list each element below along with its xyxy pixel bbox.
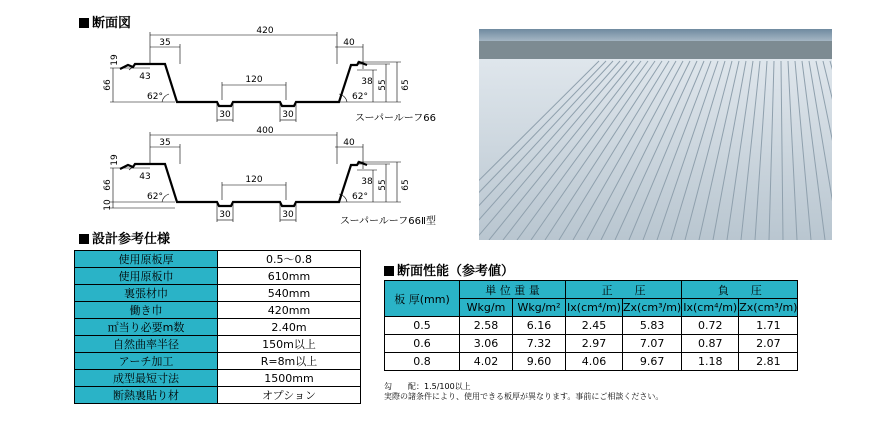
dim-55: 55 xyxy=(378,179,388,191)
spec-row xyxy=(75,353,361,370)
spec-row xyxy=(75,251,361,268)
dim-66: 66 xyxy=(103,79,113,91)
perf-heading: 断面性能（参考値） xyxy=(384,260,514,279)
spec-row xyxy=(75,285,361,302)
perf-value-cell: 5.83 xyxy=(623,317,682,335)
spec-row xyxy=(75,336,361,353)
perf-thickness-cell: 0.8 xyxy=(385,353,460,371)
dim-10: 10 xyxy=(103,199,113,211)
perf-value-cell: 7.07 xyxy=(623,335,682,353)
perf-value-cell: 1.18 xyxy=(682,353,739,371)
spec-value: R=8m以上 xyxy=(218,353,361,370)
spec-label: 裏張材巾 xyxy=(75,285,218,302)
thickness-header: 板 厚(mm) xyxy=(385,281,460,317)
group-header-positive: 正 圧 xyxy=(566,281,682,299)
diagram-1-name: スーパールーフ66 xyxy=(355,113,437,124)
dim-total: 400 xyxy=(256,126,274,136)
perf-value-cell: 2.45 xyxy=(566,317,623,335)
perf-value-cell: 3.06 xyxy=(460,335,513,353)
dim-top: 35 xyxy=(159,38,171,48)
dim-65: 65 xyxy=(401,79,411,91)
dim-angle-r: 62° xyxy=(352,192,368,202)
dim-66: 66 xyxy=(103,179,113,191)
spec-row xyxy=(75,387,361,404)
group-header-weight: 単 位 重 量 xyxy=(460,281,566,299)
perf-value-cell: 6.16 xyxy=(513,317,566,335)
dim-38: 38 xyxy=(361,77,373,87)
dim-38: 38 xyxy=(361,177,373,187)
square-bullet-icon xyxy=(79,18,89,28)
perf-row xyxy=(385,353,798,371)
perf-table xyxy=(384,280,798,371)
spec-value: 0.5～0.8 xyxy=(218,251,361,268)
dim-rib-l: 30 xyxy=(219,210,231,220)
spec-value: 540mm xyxy=(218,285,361,302)
roof-photo xyxy=(479,29,832,240)
perf-thickness-cell: 0.6 xyxy=(385,335,460,353)
spec-label: 使用原板巾 xyxy=(75,268,218,285)
spec-value: 150m以上 xyxy=(218,336,361,353)
perf-value-cell: 1.71 xyxy=(739,317,798,335)
square-bullet-icon xyxy=(79,234,89,244)
dim-rib-l: 30 xyxy=(219,110,231,120)
sub-header: Zx(cm³/m) xyxy=(739,299,798,317)
perf-value-cell: 0.87 xyxy=(682,335,739,353)
note-consult: 実際の諸条件により、使用できる板厚が異なります。事前にご相談ください。 xyxy=(384,392,664,401)
spec-row xyxy=(75,370,361,387)
dim-19: 19 xyxy=(110,54,120,66)
section-heading: 断面図 xyxy=(79,12,131,31)
group-header-negative: 負 圧 xyxy=(682,281,798,299)
dim-angle-l: 62° xyxy=(147,92,163,102)
dim-total: 420 xyxy=(256,26,274,36)
dim-top-r: 40 xyxy=(343,138,355,148)
dim-center: 120 xyxy=(245,175,263,185)
perf-row xyxy=(385,335,798,353)
perf-value-cell: 2.81 xyxy=(739,353,798,371)
spec-table xyxy=(74,250,361,404)
sub-header: Wkg/m xyxy=(460,299,513,317)
note-slope: 勾 配：1.5/100以上 xyxy=(384,382,471,391)
spec-value: 610mm xyxy=(218,268,361,285)
perf-value-cell: 7.32 xyxy=(513,335,566,353)
dim-65: 65 xyxy=(401,179,411,191)
perf-value-cell: 2.58 xyxy=(460,317,513,335)
dim-19: 19 xyxy=(110,154,120,166)
perf-row xyxy=(385,317,798,335)
dim-angle-l: 62° xyxy=(147,192,163,202)
perf-value-cell: 4.06 xyxy=(566,353,623,371)
dim-43: 43 xyxy=(139,172,151,182)
perf-value-cell: 4.02 xyxy=(460,353,513,371)
dim-rib-r: 30 xyxy=(282,110,294,120)
dim-43: 43 xyxy=(139,72,151,82)
spec-row xyxy=(75,268,361,285)
perf-thickness-cell: 0.5 xyxy=(385,317,460,335)
dim-top-r: 40 xyxy=(343,38,355,48)
spec-label: ㎡当り必要m数 xyxy=(75,319,218,336)
spec-label: 自然曲率半径 xyxy=(75,336,218,353)
dim-angle-r: 62° xyxy=(352,92,368,102)
perf-value-cell: 9.60 xyxy=(513,353,566,371)
spec-label: 使用原板厚 xyxy=(75,251,218,268)
spec-row xyxy=(75,319,361,336)
spec-row xyxy=(75,302,361,319)
cross-section-diagram-2 xyxy=(95,124,445,224)
dim-rib-r: 30 xyxy=(282,210,294,220)
square-bullet-icon xyxy=(384,266,394,276)
spec-value: 420mm xyxy=(218,302,361,319)
perf-value-cell: 2.07 xyxy=(739,335,798,353)
dim-55: 55 xyxy=(378,79,388,91)
sub-header: Ix(cm⁴/m) xyxy=(566,299,623,317)
sub-header: Ix(cm⁴/m) xyxy=(682,299,739,317)
spec-label: アーチ加工 xyxy=(75,353,218,370)
dim-center: 120 xyxy=(245,75,263,85)
perf-value-cell: 0.72 xyxy=(682,317,739,335)
sub-header: Zx(cm³/m) xyxy=(623,299,682,317)
spec-heading: 設計参考仕様 xyxy=(79,228,170,247)
dim-top: 35 xyxy=(159,138,171,148)
spec-label: 働き巾 xyxy=(75,302,218,319)
spec-label: 成型最短寸法 xyxy=(75,370,218,387)
diagram-2-name: スーパールーフ66Ⅱ型 xyxy=(340,216,436,227)
sub-header: Wkg/m² xyxy=(513,299,566,317)
perf-value-cell: 2.97 xyxy=(566,335,623,353)
spec-value: オプション xyxy=(218,387,361,404)
spec-label: 断熱裏貼り材 xyxy=(75,387,218,404)
spec-value: 1500mm xyxy=(218,370,361,387)
spec-value: 2.40m xyxy=(218,319,361,336)
perf-value-cell: 9.67 xyxy=(623,353,682,371)
